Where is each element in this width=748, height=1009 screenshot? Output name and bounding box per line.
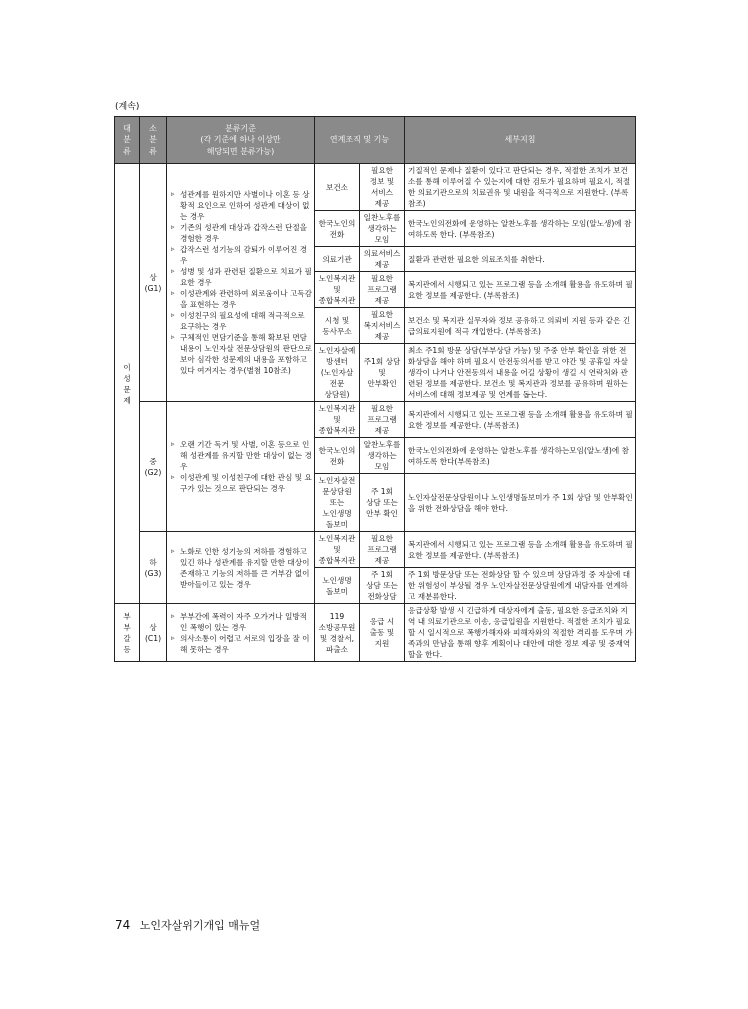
org-name: 노인자살예 xyxy=(318,346,356,355)
major-category-char: 등 xyxy=(123,644,131,654)
header-minor xyxy=(140,117,167,164)
function-text: 제공 xyxy=(374,296,390,305)
function-text: 프로그램 xyxy=(367,285,397,294)
function-text: 필요한 xyxy=(370,274,393,283)
header-org: 연계조직 및 기능 xyxy=(315,117,405,164)
function-cell xyxy=(360,344,405,402)
org-name: 돌보미 xyxy=(325,586,348,596)
org-cell xyxy=(315,604,360,662)
major-category xyxy=(115,164,140,604)
org-name: 한국노인의 xyxy=(318,445,356,455)
minor-category-text: (G3) xyxy=(144,568,162,578)
org-name: 보건소 xyxy=(325,182,348,192)
major-category-char: 부 xyxy=(123,611,131,621)
org-name: 의료기관 xyxy=(322,254,352,264)
org-cell xyxy=(315,438,360,474)
major-category-char: 부 xyxy=(123,622,131,632)
major-category-char: 문 xyxy=(123,384,131,394)
header-major-char: 류 xyxy=(123,146,131,156)
org-name: 및 xyxy=(333,285,341,294)
org-name: 방센터 xyxy=(325,357,348,366)
org-name: 및 경찰서, xyxy=(319,633,355,643)
function-text: 프로그램 xyxy=(367,545,397,554)
table-row xyxy=(115,402,636,438)
criteria-cell xyxy=(167,164,315,402)
org-cell xyxy=(315,211,360,247)
org-name: 전화 xyxy=(329,229,345,239)
function-text: 제공 xyxy=(374,556,390,565)
org-name: 노인자살전 xyxy=(318,476,356,485)
minor-category xyxy=(140,164,167,402)
function-text: 필요한 xyxy=(370,534,393,543)
header-criteria-line: 분류기준 xyxy=(225,123,256,133)
major-category-char: 성 xyxy=(123,373,131,383)
org-name: 및 xyxy=(333,415,341,424)
table-row xyxy=(115,532,636,568)
function-text: 모임 xyxy=(374,235,390,244)
function-text: 일찬노후를 xyxy=(363,213,401,222)
criteria-cell xyxy=(167,402,315,532)
org-name: 119 xyxy=(329,611,345,621)
function-text: 생각하는 xyxy=(367,451,397,460)
function-text: 주 1회 xyxy=(371,570,393,579)
header-criteria-line: (각 기준에 하나 이상만 xyxy=(200,135,281,145)
org-name: 종합복지관 xyxy=(318,296,356,305)
minor-category-text: 상 xyxy=(149,622,157,632)
org-name: 노인복지관 xyxy=(318,404,356,413)
detail-cell: 기질적인 문제나 질환이 있다고 판단되는 경우, 적절한 조치가 보건소를 통해 이루어질 수 있는지에 대한 검토가 필요하며 필요시, 적절한 의료기관으로의 치료권유 및 내원을 적극적으로 지원한다. (부록참조) xyxy=(405,164,636,211)
major-category xyxy=(115,604,140,662)
function-text: 프로그램 xyxy=(367,415,397,424)
org-name: 시청 및 xyxy=(324,315,350,325)
function-text: 제공 xyxy=(374,260,390,269)
org-name: 돌보미 xyxy=(325,520,348,529)
org-name: 전문 xyxy=(329,379,345,388)
table-row xyxy=(115,604,636,662)
detail-cell: 질환과 관련한 필요한 의료조치를 취한다. xyxy=(405,247,636,272)
org-name: 동사무소 xyxy=(322,326,352,336)
major-category-char: 제 xyxy=(123,395,131,405)
function-cell xyxy=(360,474,405,532)
minor-category-text: 상 xyxy=(149,272,157,282)
criteria-item: ▹ 오랜 기간 독거 및 사별, 이혼 등으로 인해 성관계를 유지할 만한 대상이 없는 경우 xyxy=(171,439,312,472)
detail-cell: 주 1회 방문상담 또는 전화상담 할 수 있으며 상담과정 중 자살에 대한 위험성이 부상될 경우 노인자살전문상담원에게 내담자를 연계하고 재분류한다. xyxy=(405,568,636,604)
org-cell xyxy=(315,532,360,568)
org-name: 노인생명 xyxy=(322,509,352,518)
function-text: 모임 xyxy=(374,462,390,471)
criteria-item: ▹ 갑작스런 성기능의 감퇴가 이루어진 경우 xyxy=(171,244,312,266)
function-text: 지원 xyxy=(374,639,390,648)
page-number: 74 xyxy=(115,918,131,932)
footer-title: 노인자살위기개입 매뉴얼 xyxy=(139,919,261,932)
major-category-char: 갈 xyxy=(123,633,131,643)
function-text: 제공 xyxy=(374,199,390,208)
function-text: 응급 시 xyxy=(369,617,395,626)
detail-cell: 복지관에서 시행되고 있는 프로그램 등을 소개해 활용을 유도하며 필요한 정보를 제공한다. (부록참조) xyxy=(405,272,636,308)
function-cell xyxy=(360,164,405,211)
criteria-cell xyxy=(167,532,315,604)
function-text: 출동 및 xyxy=(369,628,395,637)
function-text: 필요한 xyxy=(370,166,393,175)
function-text: 전화상담 xyxy=(367,592,397,601)
header-detail: 세부지침 xyxy=(405,117,636,164)
org-cell xyxy=(315,272,360,308)
function-cell xyxy=(360,402,405,438)
minor-category-text: (G1) xyxy=(144,283,162,293)
org-cell xyxy=(315,164,360,211)
minor-category-text: 하 xyxy=(149,557,157,567)
minor-category xyxy=(140,532,167,604)
function-text: 의료서비스 xyxy=(363,249,401,258)
function-text: 알찬노후를 xyxy=(363,440,401,449)
minor-category xyxy=(140,604,167,662)
function-text: 제공 xyxy=(374,332,390,341)
detail-cell: 복지관에서 시행되고 있는 프로그램 등을 소개해 활용을 유도하며 필요한 정보를 제공한다. (부록참조) xyxy=(405,402,636,438)
org-cell xyxy=(315,474,360,532)
function-text: 주1회 상담 xyxy=(363,357,401,366)
major-category-char: 이 xyxy=(123,362,131,372)
function-text: 상담 또는 xyxy=(366,581,398,590)
org-name: 노인복지관 xyxy=(318,534,356,543)
function-cell xyxy=(360,308,405,344)
function-cell xyxy=(360,247,405,272)
org-name: 파출소 xyxy=(325,644,348,654)
criteria-item: ▹ 부부간에 폭력이 자주 오가거나 일방적인 폭행이 있는 경우 xyxy=(171,611,312,633)
org-name: 또는 xyxy=(329,498,345,507)
org-cell xyxy=(315,402,360,438)
detail-cell: 최소 주1회 방문 상담(부부상담 가능) 및 주중 안부 확인을 위한 전화상담을 해야 하며 필요시 안전동의서를 받고 야간 및 공휴일 자살생각이 나거나 안전동의서 내용을 어길 상황이 생길 시 연락처와 관련된 정보를 제공한다. 보건소 및 복지관과 정보를 공유하며 원하는 서비스에 대해 정보제공 및 연계를 돕는다. xyxy=(405,344,636,402)
function-cell xyxy=(360,438,405,474)
function-text: 복지서비스 xyxy=(363,321,401,330)
criteria-item: ▹ 성병 및 성과 관련된 질환으로 치료가 필요한 경우 xyxy=(171,266,312,288)
function-text: 필요한 xyxy=(370,310,393,319)
table-row xyxy=(115,164,636,211)
criteria-item: ▹ 기존의 성관계 대상과 갑작스런 단절을 경험한 경우 xyxy=(171,222,312,244)
function-text: 안부확인 xyxy=(367,379,397,388)
minor-category-text: (C1) xyxy=(144,633,162,643)
org-name: 종합복지관 xyxy=(318,556,356,565)
detail-cell: 복지관에서 시행되고 있는 프로그램 등을 소개해 활용을 유도하며 필요한 정보를 제공한다. (부록참조) xyxy=(405,532,636,568)
function-text: 필요한 xyxy=(370,404,393,413)
function-text: 및 xyxy=(378,368,386,377)
table-header-row xyxy=(115,117,636,164)
classification-table xyxy=(114,116,636,662)
criteria-cell xyxy=(167,604,315,662)
function-text: 제공 xyxy=(374,426,390,435)
function-cell xyxy=(360,604,405,662)
org-cell xyxy=(315,344,360,402)
criteria-item: ▹ 노화로 인한 성기능의 저하를 경험하고 있긴 하나 성관계를 유지할 만한 대상이 존재하고 기능의 저하를 큰 거부감 없이 받아들이고 있는 경우 xyxy=(171,546,312,590)
org-name: 전화 xyxy=(329,456,345,466)
minor-category xyxy=(140,402,167,532)
function-text: 안부 확인 xyxy=(366,509,398,518)
header-major xyxy=(115,117,140,164)
org-cell xyxy=(315,308,360,344)
org-name: 종합복지관 xyxy=(318,426,356,435)
detail-cell: 한국노인의전화에 운영하는 알찬노후를 생각하는모임(알노생)에 참여하도록 한다(부록참조) xyxy=(405,438,636,474)
org-name: 노인복지관 xyxy=(318,274,356,283)
detail-cell: 보건소 및 복지관 실무자와 정보 공유하고 의뢰비 지원 등과 같은 긴급의료지원에 적극 개입한다. (부록참조) xyxy=(405,308,636,344)
criteria-item: ▹ 이성친구의 필요성에 대해 적극적으로 요구하는 경우 xyxy=(171,310,312,332)
org-name: 한국노인의 xyxy=(318,218,356,228)
criteria-item: ▹ 의사소통이 어렵고 서로의 입장을 잘 이해 못하는 경우 xyxy=(171,633,312,655)
org-cell xyxy=(315,568,360,604)
header-major-char: 분 xyxy=(123,135,131,145)
function-text: 주 1회 xyxy=(371,487,393,496)
criteria-item: ▹ 이성관계 및 이성친구에 대한 관심 및 요구가 있는 것으로 판단되는 경우 xyxy=(171,472,312,494)
function-text: 상담 또는 xyxy=(366,498,398,507)
org-name: 문상담원 xyxy=(322,487,352,496)
org-cell xyxy=(315,247,360,272)
header-criteria-line: 해당되면 분류가능) xyxy=(206,146,275,156)
criteria-item: ▹ 이성관계와 관련하여 외로움이나 고독감을 표현하는 경우 xyxy=(171,288,312,310)
function-cell xyxy=(360,272,405,308)
continued-label: (계속) xyxy=(115,102,140,112)
function-cell xyxy=(360,211,405,247)
org-name: (노인자살 xyxy=(320,368,354,377)
criteria-item: ▹ 구체적인 면담기준을 통해 확보된 면담내용이 노인자살 전문상담원의 판단으로 보아 심각한 성문제의 내용을 포함하고 있다 여겨지는 경우(별첨 10참조) xyxy=(171,332,312,376)
criteria-item: ▹ 성관계를 원하지만 사별이나 이혼 등 상황적 요인으로 인하여 성관계 대상이 없는 경우 xyxy=(171,189,312,222)
function-text: 서비스 xyxy=(370,188,393,197)
header-criteria xyxy=(167,117,315,164)
minor-category-text: (G2) xyxy=(144,467,162,477)
header-minor-char: 분 xyxy=(149,135,157,145)
org-name: 및 xyxy=(333,545,341,554)
detail-cell: 한국노인의전화에 운영하는 알찬노후를 생각하는 모임(알노생)에 참여하도록 한다. (부록참조) xyxy=(405,211,636,247)
org-name: 노인생명 xyxy=(322,575,352,585)
detail-cell: 노인자살전문상담원이나 노인생명돌보미가 주 1회 상담 및 안부확인을 위한 전화상담을 해야 한다. xyxy=(405,474,636,532)
function-text: 생각하는 xyxy=(367,224,397,233)
org-name: 상담원) xyxy=(324,390,350,399)
org-name: 소방공무원 xyxy=(318,622,356,632)
detail-cell: 응급상황 발생 시 긴급하게 대상자에게 출동, 필요한 응급조치와 지역 내 의료기관으로 이송, 응급입원을 지원한다. 적절한 조치가 필요할 시 일시적으로 폭행가해자와 피해자와의 적절한 격리를 도우며 가족과의 만남을 통해 향후 계획이나 대안에 대한 정보 제공 및 중재역할을 한다. xyxy=(405,604,636,662)
function-cell xyxy=(360,532,405,568)
function-cell xyxy=(360,568,405,604)
page-footer xyxy=(115,917,260,933)
header-minor-char: 소 xyxy=(149,123,157,133)
function-text: 정보 및 xyxy=(369,177,395,186)
header-major-char: 대 xyxy=(123,123,131,133)
minor-category-text: 중 xyxy=(149,456,157,466)
header-minor-char: 류 xyxy=(149,146,157,156)
